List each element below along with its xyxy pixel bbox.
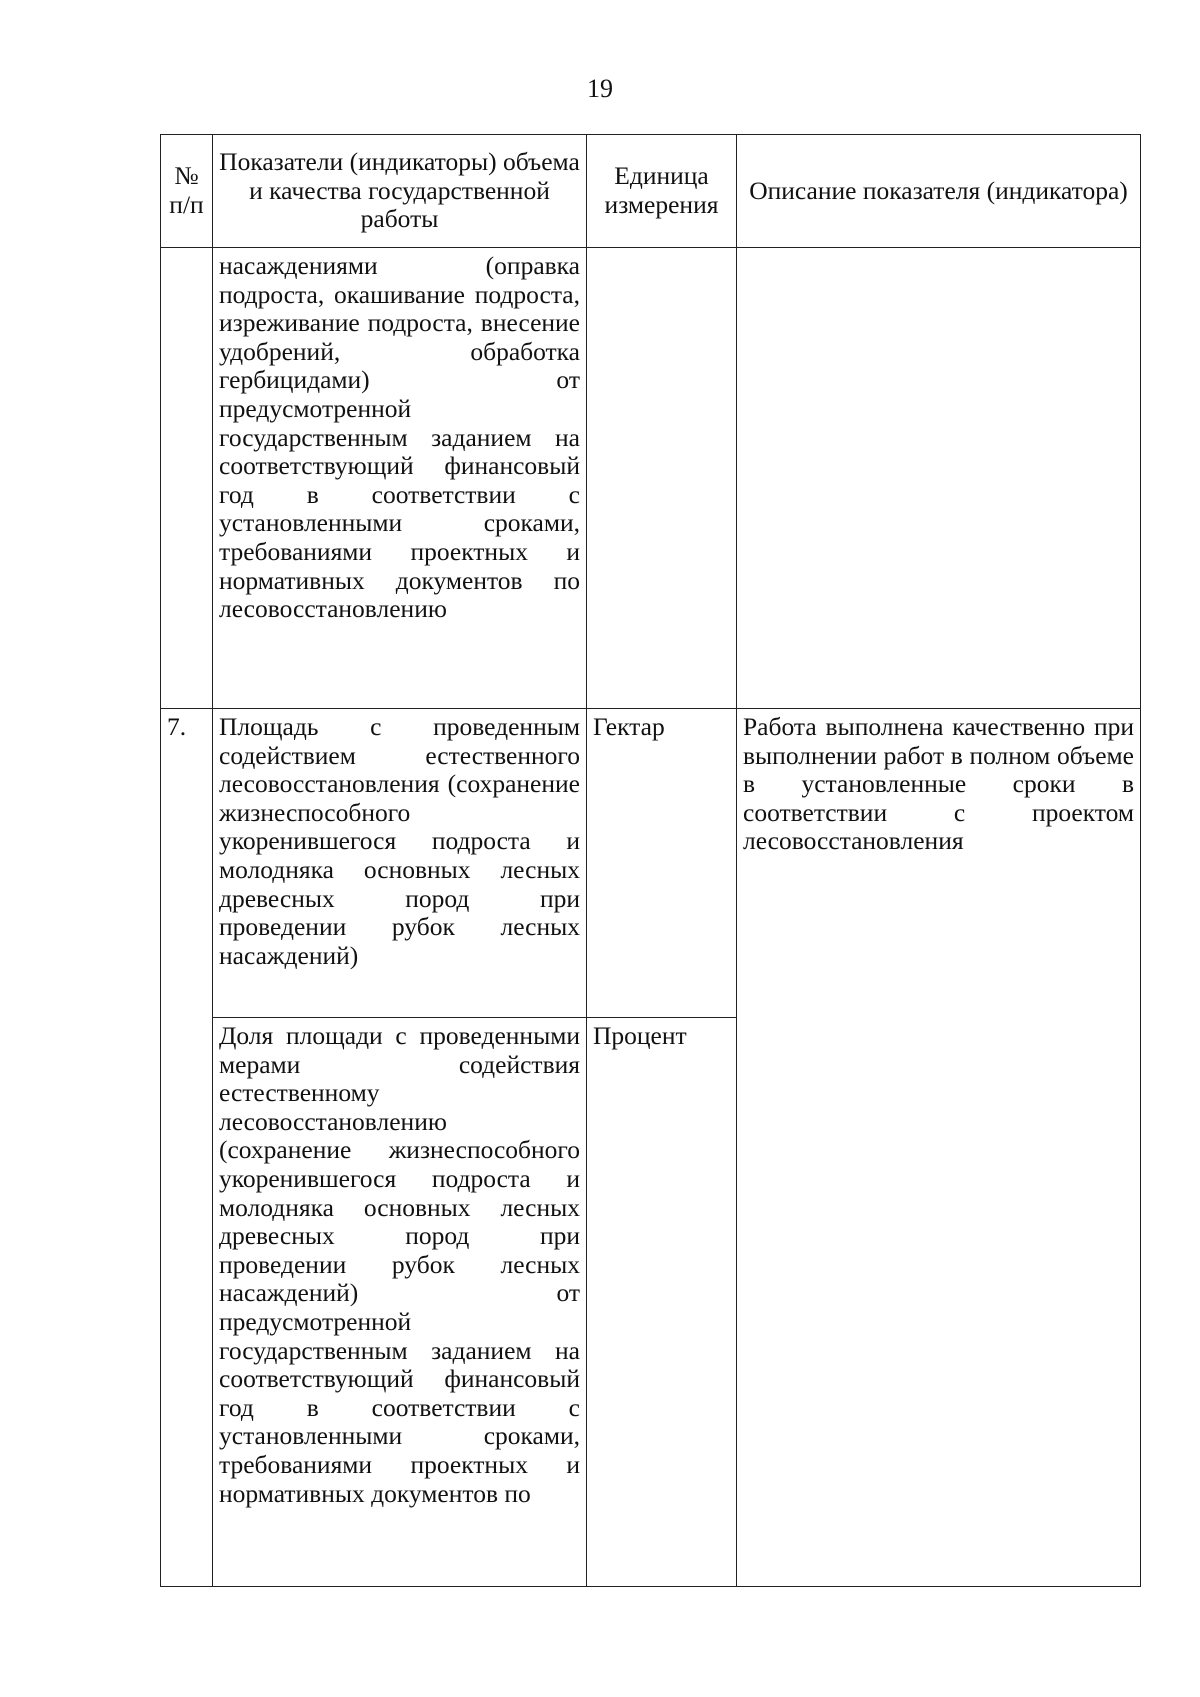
table-header [161,135,1141,248]
unit-cell: Процент [587,1018,737,1587]
row-num-cell: 7. [161,709,213,1587]
unit-cell: Гектар [587,709,737,1018]
indicator-cell: насаждениями (оправка подроста, окашивание подроста, изреживание подроста, внесение удобрений, обработка гербицидами) от предусмотренной государственным заданием на соответствующий финансовый год в соответствии с установленными сроками, требованиями проектных и нормативных документов по лесовосстановлению [213,248,587,709]
indicator-cell: Площадь с проведенным содействием естественного лесовосстановления (сохранение жизнеспособного укоренившегося подроста и молодняка основных лесных древесных пород при проведении рубок лесных насаждений) [213,709,587,1018]
row-num-cell [161,248,213,709]
header-indicator: Показатели (индикаторы) объема и качества государственной работы [213,135,587,248]
description-cell [737,248,1141,709]
table-row [161,709,1141,1018]
header-unit: Единица измерения [587,135,737,248]
table-row [161,248,1141,709]
unit-cell [587,248,737,709]
description-cell: Работа выполнена качественно при выполнении работ в полном объеме в установленные сроки в соответствии с проектом лесовосстановления [737,709,1141,1587]
indicator-cell: Доля площади с проведенными мерами содействия естественному лесовосстановлению (сохранение жизнеспособного укоренившегося подроста и молодняка основных лесных древесных пород при проведении рубок лесных насаждений) от предусмотренной государственным заданием на соответствующий финансовый год в соответствии с установленными сроками, требованиями проектных и нормативных документов по [213,1018,587,1587]
header-num: № п/п [161,135,213,248]
header-description: Описание показателя (индикатора) [737,135,1141,248]
page-number: 19 [587,74,613,103]
indicators-table [160,134,1141,1587]
